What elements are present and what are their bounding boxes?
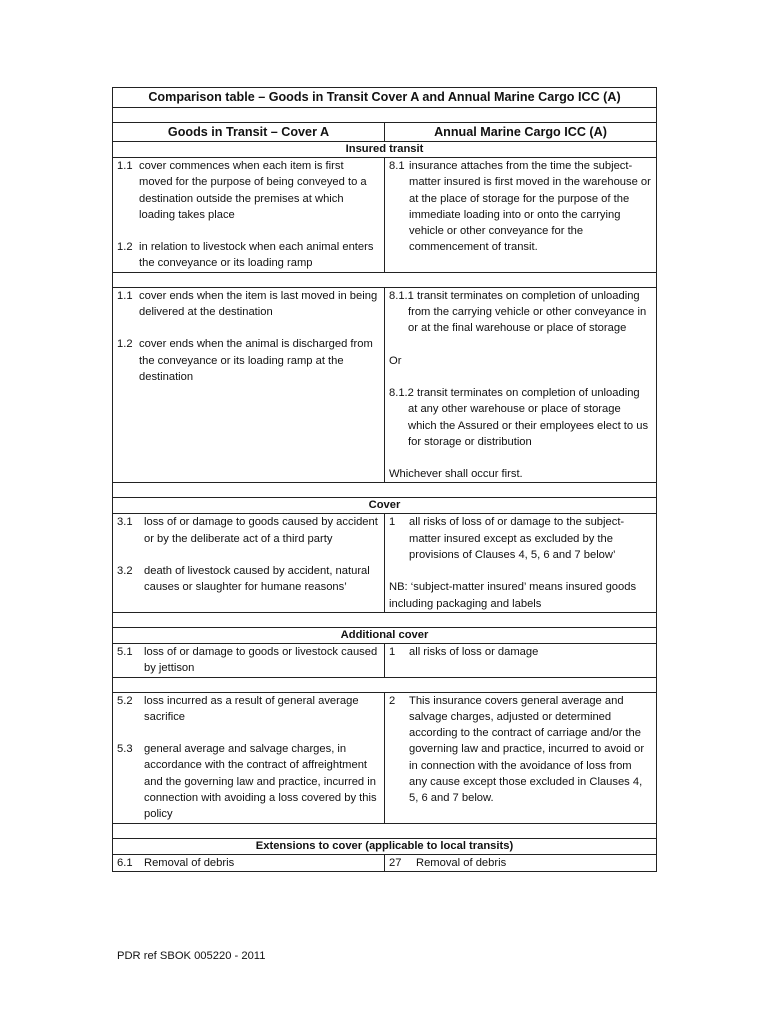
section-heading-extensions: Extensions to cover (applicable to local transits)	[113, 838, 657, 854]
clause-item: 5.1 loss of or damage to goods or livestock caused by jettison	[117, 645, 378, 675]
comparison-table	[112, 87, 657, 872]
additional-cover-left-cell	[113, 643, 385, 677]
footer-reference: PDR ref SBOK 005220 - 2011	[117, 950, 266, 962]
column-header-left: Goods in Transit – Cover A	[113, 123, 385, 142]
closing-text: Whichever shall occur first.	[389, 468, 523, 481]
clause-item: 1.2 cover ends when the animal is discharged from the conveyance or its loading ramp at the destination	[117, 338, 373, 383]
spacer-row	[113, 677, 657, 692]
extensions-right-cell	[385, 854, 657, 871]
general-average-left-cell	[113, 692, 385, 823]
section-heading-insured-transit: Insured transit	[113, 142, 657, 158]
table-row	[113, 158, 657, 273]
table-row	[113, 692, 657, 823]
table-title: Comparison table – Goods in Transit Cover A and Annual Marine Cargo ICC (A)	[113, 88, 657, 108]
spacer-row	[113, 823, 657, 838]
cover-left-cell	[113, 514, 385, 612]
additional-cover-right-cell	[385, 643, 657, 677]
spacer-row	[113, 483, 657, 498]
spacer-row	[113, 612, 657, 627]
insured-transit-left-cell	[113, 158, 385, 273]
clause-item: 1.1 cover ends when the item is last moved in being delivered at the destination	[117, 289, 378, 319]
table-row	[113, 643, 657, 677]
transit-end-right-cell	[385, 287, 657, 483]
clause-item: 1 all risks of loss of or damage to the subject-matter insured except as excluded by the provisions of Clauses 4, 5, 6 and 7 below’	[389, 516, 625, 562]
clause-item: 2 This insurance covers general average and salvage charges, adjusted or determined according to the contract of carriage and/or the governing law and practice, incurred to avoid or in connection with the avoidance of loss from any cause except those excluded in Clauses 4, 5, 6 and 7 below.	[389, 694, 645, 805]
general-average-right-cell	[385, 692, 657, 823]
section-heading-additional-cover: Additional cover	[113, 627, 657, 643]
clause-item: 1.2 in relation to livestock when each animal enters the conveyance or its loading ramp	[117, 241, 374, 270]
clause-item: 3.1 loss of or damage to goods caused by accident or by the deliberate act of a third party	[117, 516, 378, 545]
table-row	[113, 514, 657, 612]
section-heading-cover: Cover	[113, 498, 657, 514]
clause-item: 8.1.2 transit terminates on completion of unloading at any other warehouse or place of storage which the Assured or their employees elect to us for storage or distribution	[389, 386, 649, 448]
clause-item: 5.3 general average and salvage charges, in accordance with the contract of affreightment and the governing law and practice, incurred in connection with avoiding a loss covered by this policy	[117, 743, 377, 821]
clause-item: 8.1 insurance attaches from the time the subject-matter insured is first moved in the warehouse or at the place of storage for the purpose of the immediate loading into or onto the carrying vehicle or other conveyance for the commencement of transit.	[389, 160, 651, 254]
clause-item: 3.2 death of livestock caused by accident, natural causes or slaughter for humane reasons’	[117, 565, 370, 594]
spacer-row	[113, 272, 657, 287]
nb-note: NB: ‘subject-matter insured’ means insured goods including packaging and labels	[389, 581, 637, 610]
transit-end-left-cell	[113, 287, 385, 483]
insured-transit-right-cell	[385, 158, 657, 273]
table-row	[113, 287, 657, 483]
clause-item: 6.1 Removal of debris	[117, 856, 235, 869]
or-text: Or	[389, 354, 402, 367]
cover-right-cell	[385, 514, 657, 612]
table-row	[113, 854, 657, 871]
spacer-row	[113, 108, 657, 123]
clause-item: 1 all risks of loss or damage	[389, 645, 539, 658]
clause-item: 5.2 loss incurred as a result of general average sacrifice	[117, 694, 359, 723]
clause-item: 27 Removal of debris	[389, 856, 507, 869]
clause-item: 8.1.1 transit terminates on completion of unloading from the carrying vehicle or other conveyance in or at the final warehouse or place of storage	[389, 289, 647, 335]
column-header-right: Annual Marine Cargo ICC (A)	[385, 123, 657, 142]
clause-item: 1.1 cover commences when each item is first moved for the purpose of being conveyed to a destination outside the premises at which loading takes place	[117, 160, 367, 221]
extensions-left-cell	[113, 854, 385, 871]
